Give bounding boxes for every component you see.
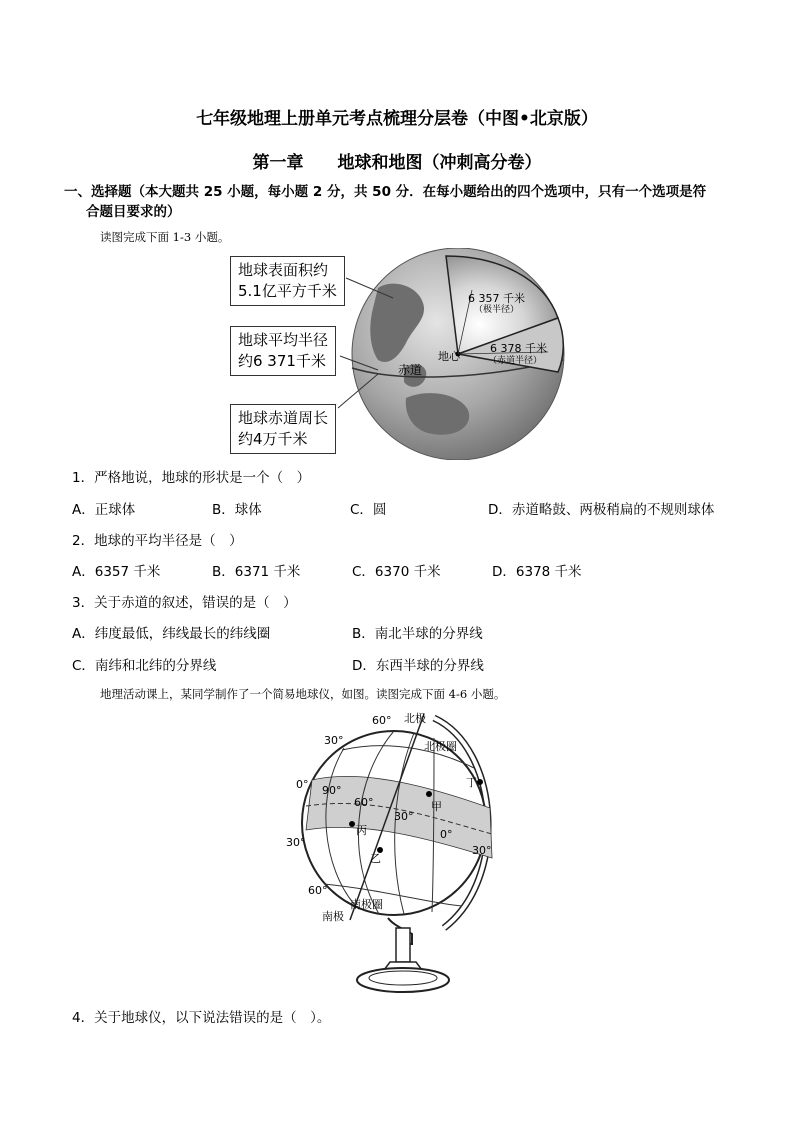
north-pole-label: 北极 [404,712,426,725]
antarctic-circle-label: 南极圈 [350,898,383,911]
callout-surface-area-line1: 地球表面积约 [238,261,329,279]
question-2-option-c: C．6370 千米 [352,564,441,580]
question-4-stem: 4．关于地球仪，以下说法错误的是（ ）。 [72,1010,331,1026]
callout-mean-radius-line1: 地球平均半径 [238,331,329,349]
question-1-option-b: B．球体 [212,502,262,518]
question-1-option-d: D．赤道略鼓、两极稍扁的不规则球体 [488,502,715,518]
callout-surface-area [230,256,345,306]
callout-mean-radius-line2: 约6 371千米 [238,352,326,370]
polar-radius-value: 6 357 千米 [468,292,525,305]
globe-diagram [284,708,514,998]
question-3-option-b: B．南北半球的分界线 [352,626,483,642]
question-1-option-a: A．正球体 [72,502,136,518]
question-2-option-b: B．6371 千米 [212,564,301,580]
equatorial-radius-value: 6 378 千米 [490,342,547,355]
question-3-option-c: C．南纬和北纬的分界线 [72,658,217,674]
document-title: 七年级地理上册单元考点梳理分层卷（中图•北京版） [196,109,598,129]
instruction-4-6: 地理活动课上，某同学制作了一个简易地球仪，如图。读图完成下面 4-6 小题。 [100,687,506,701]
question-3-option-d: D．东西半球的分界线 [352,658,484,674]
question-3-option-a: A．纬度最低，纬线最长的纬线圈 [72,626,271,642]
section-header-line1: 一、选择题（本大题共 25 小题，每小题 2 分，共 50 分．在每小题给出的四个选项中，只有一个选项是符 [64,184,707,200]
question-2-option-a: A．6357 千米 [72,564,161,580]
south-pole-label: 南极 [322,910,344,923]
question-3-stem: 3．关于赤道的叙述，错误的是（ ） [72,595,297,611]
arctic-circle-label: 北极圈 [424,740,457,753]
callout-equator-length-line2: 约4万千米 [238,430,308,448]
point-jia-label: 甲 [431,800,442,813]
callout-equator-length-line1: 地球赤道周长 [238,409,329,427]
point-bing-label: 丙 [356,824,367,837]
lat-30-right-label: 30° [472,844,492,857]
globe-figure [284,708,514,998]
lat-0-label: 0° [296,778,309,791]
instruction-1-3: 读图完成下面 1-3 小题。 [100,230,230,244]
lon-90-label: 90° [322,784,342,797]
question-2-option-d: D．6378 千米 [492,564,582,580]
callout-surface-area-line2: 5.1亿平方千米 [238,282,337,300]
lat-60s-label: 60° [308,884,328,897]
equatorial-radius-note: （赤道半径） [488,356,543,366]
lat-30n-label: 30° [324,734,344,747]
question-1-stem: 1．严格地说，地球的形状是一个（ ） [72,470,311,486]
chapter-title: 第一章 地球和地图（冲刺高分卷） [252,153,542,173]
lon-60-label: 60° [354,796,374,809]
question-1-option-c: C．圆 [350,502,387,518]
callout-equator-length [230,404,336,454]
polar-radius-note: （极半径） [474,305,520,315]
equator-label: 赤道 [398,363,423,377]
section-header-line2: 合题目要求的） [86,204,181,220]
point-ding-label: 丁 [466,776,477,789]
callout-mean-radius [230,326,336,376]
lat-30s-label: 30° [286,836,306,849]
point-yi-label: 乙 [370,852,381,865]
lat-60n-label: 60° [372,714,392,727]
lon-0-label: 0° [440,828,453,841]
question-2-stem: 2．地球的平均半径是（ ） [72,533,243,549]
earth-center-label: 地心 [438,350,460,363]
lon-30-label: 30° [394,810,414,823]
